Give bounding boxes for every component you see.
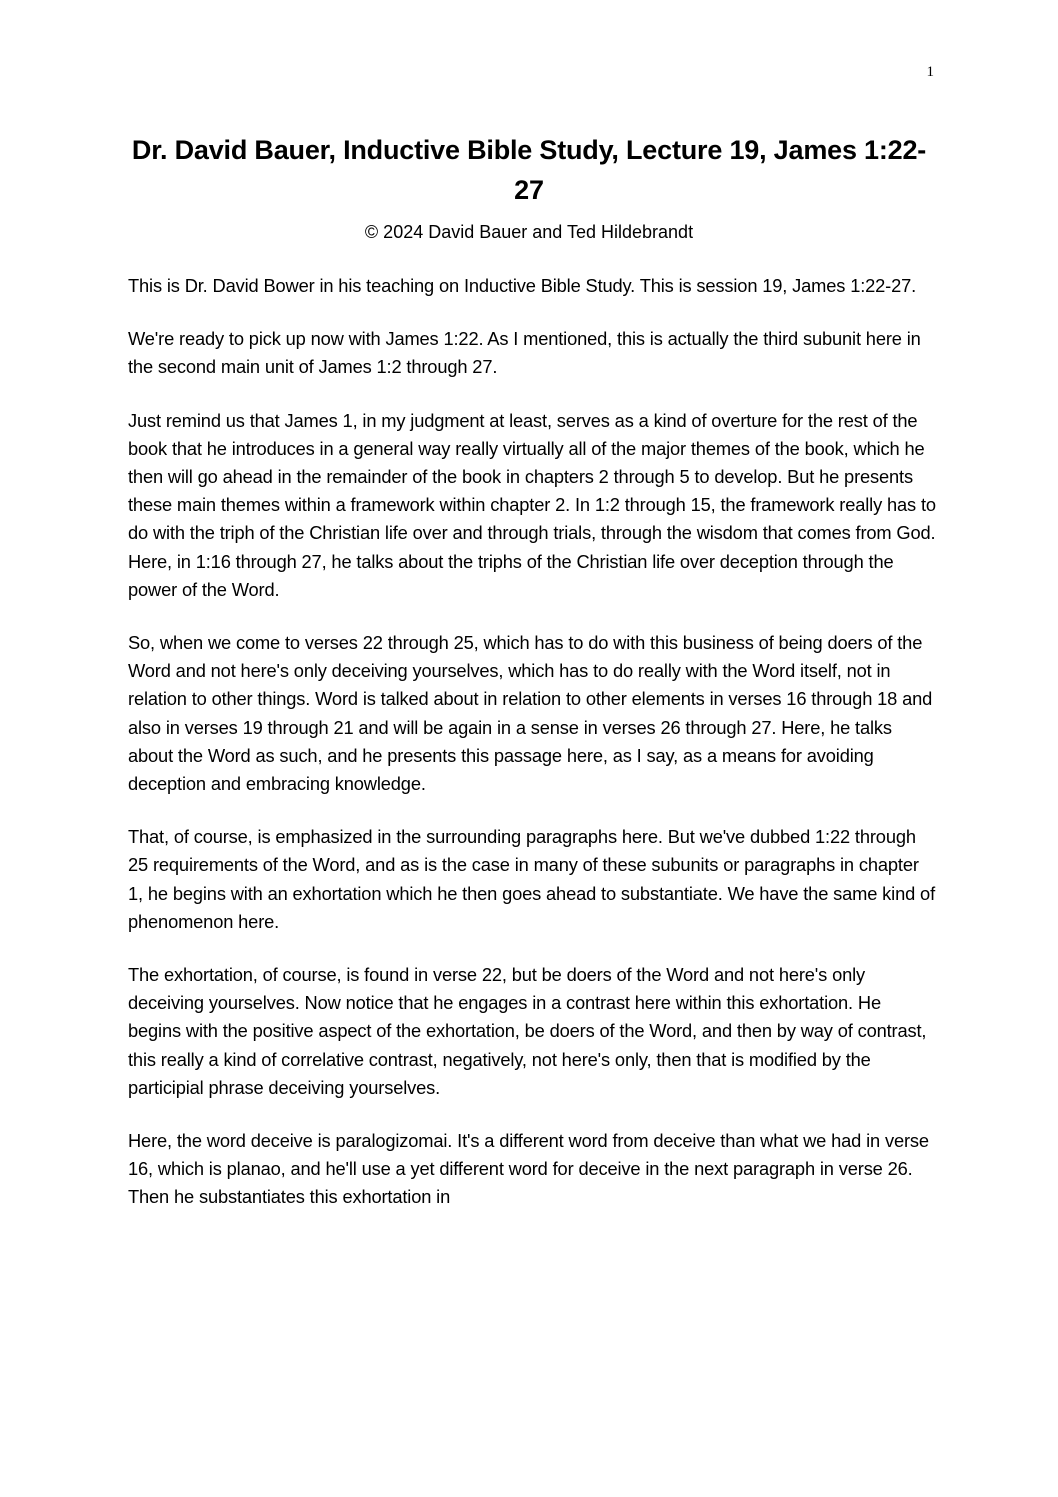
copyright-line: © 2024 David Bauer and Ted Hildebrandt xyxy=(364,222,694,242)
paragraph-exhortation: The exhortation, of course, is found in verse 22, but be doers of the Word and not here's only deceiving yourselves. Now notice that he engages in a contrast here within this exhortation. He begins with the positive aspect of the exhortation, be doers of the Word, and then by way of contrast, this really a kind of correlative contrast, negatively, not here's only, then that is modified by the participial phrase deceiving yourselves. xyxy=(128,964,927,1098)
paragraph-pickup: We're ready to pick up now with James 1:22. As I mentioned, this is actually the third subunit here in the second main unit of James 1:2 through 27. xyxy=(128,328,921,378)
paragraph-intro: This is Dr. David Bower in his teaching on Inductive Bible Study. This is session 19, James 1:22-27. xyxy=(128,275,917,296)
paragraph-overture: Just remind us that James 1, in my judgment at least, serves as a kind of overture for the rest of the book that he introduces in a general way really virtually all of the major themes of the book, which he then will go ahead in the remainder of the book in chapters 2 through 5 to develop. But he presents these main themes within a framework within chapter 2. In 1:2 through 15, the framework really has to do with the triph of the Christian life over and through trials, through the wisdom that comes from God. Here, in 1:16 through 27, he talks about the triphs of the Christian life over deception through the power of the Word. xyxy=(128,409,936,600)
page-number: 1 xyxy=(926,64,934,80)
paragraph-doers: So, when we come to verses 22 through 25, which has to do with this business of being doers of the Word and not here's only deceiving yourselves, which has to do really with the Word itself, not in relation to other things. Word is talked about in relation to other elements in verses 16 through 18 and also in verses 19 through 21 and will be again in a sense in verses 26 through 27. Here, he talks about the Word as such, and he presents this passage here, as I say, as a means for avoiding deception and embracing knowledge. xyxy=(128,632,933,795)
paragraph-requirements: That, of course, is emphasized in the surrounding paragraphs here. But we've dubbed 1:22 through 25 requirements of the Word, and as is the case in many of these subunits or paragraphs in chapter 1, he begins with an exhortation which he then goes ahead to substantiate. We have the same kind of phenomenon here. xyxy=(128,826,935,932)
document-body xyxy=(128,272,938,1237)
paragraph-deceive: Here, the word deceive is paralogizomai. It's a different word from deceive than what we had in verse 16, which is planao, and he'll use a yet different word for deceive in the next paragraph in verse 26. Then he substantiates this exhortation in xyxy=(128,1130,929,1208)
document-title: Dr. David Bauer, Inductive Bible Study, Lecture 19, James 1:22-27 xyxy=(131,135,927,205)
